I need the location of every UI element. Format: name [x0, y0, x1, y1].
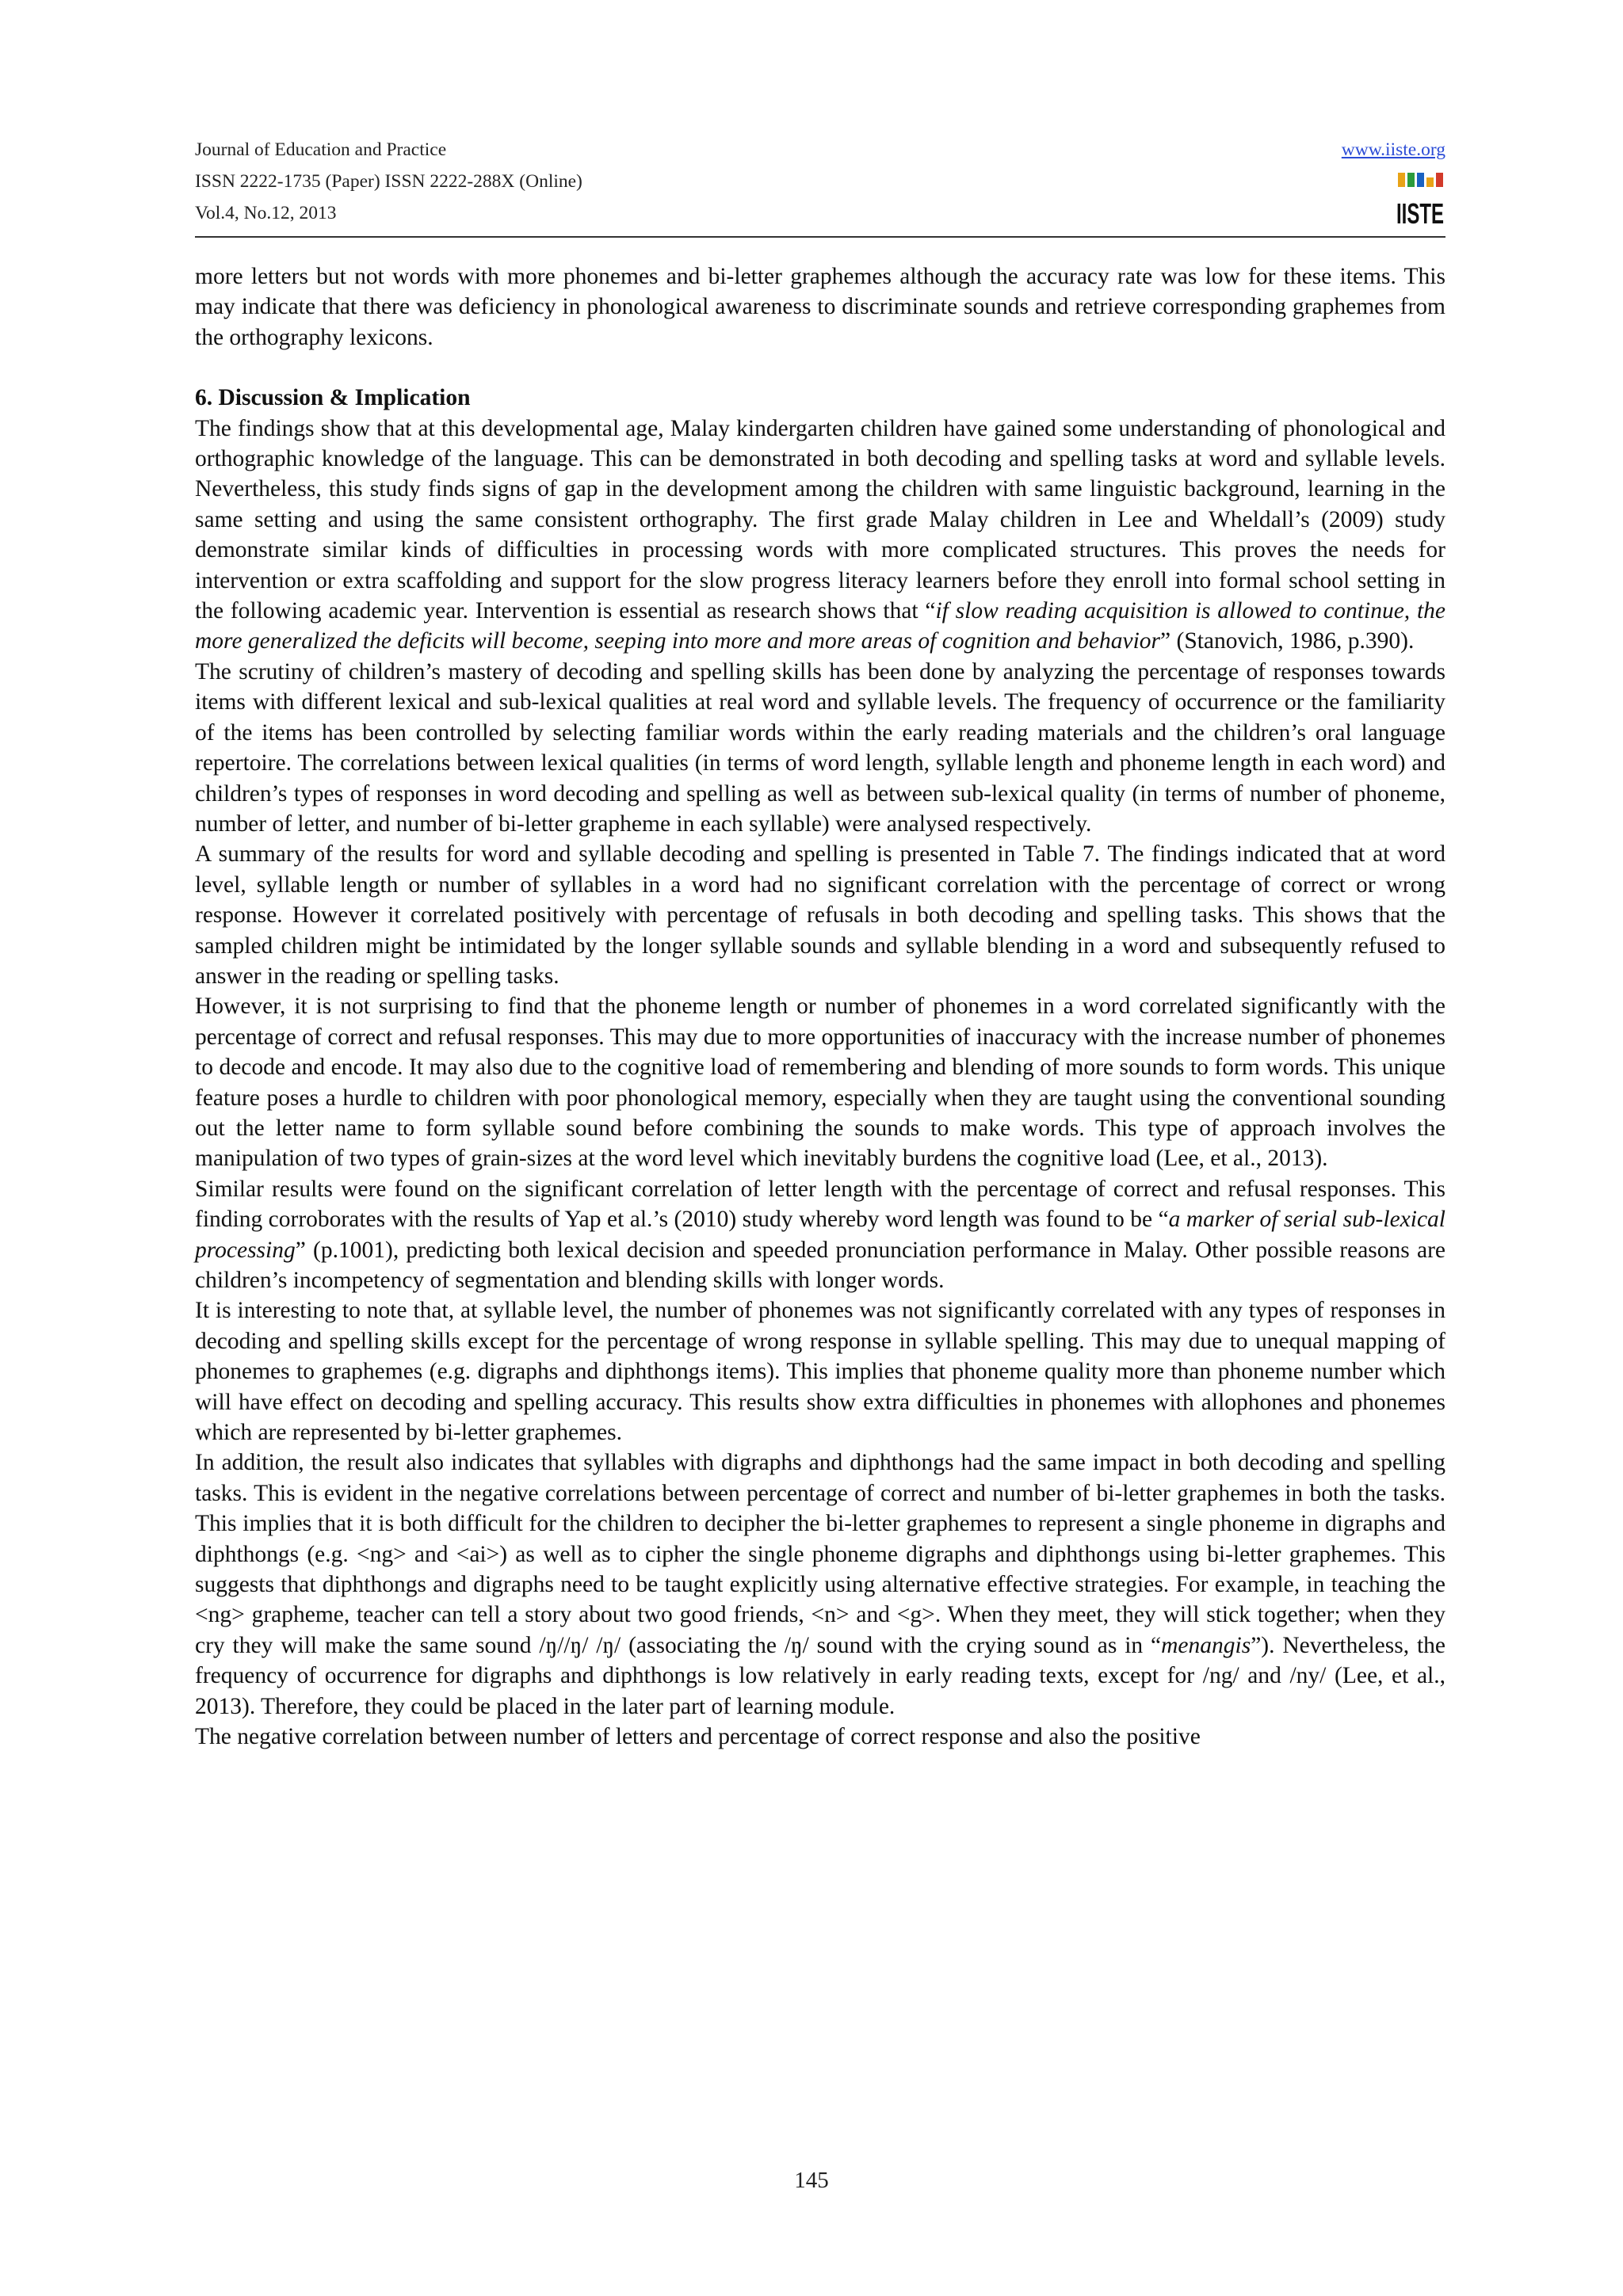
- svg-text:IISTE: IISTE: [1396, 197, 1444, 230]
- paragraph-1-text-b: ” (Stanovich, 1986, p.390).: [1160, 628, 1415, 654]
- journal-issn: ISSN 2222-1735 (Paper) ISSN 2222-288X (Online): [195, 171, 582, 192]
- paragraph-8: The negative correlation between number of letters and percentage of correct response and also the positive: [195, 1724, 1201, 1750]
- paragraph-5: [195, 1174, 1445, 1296]
- journal-volume: Vol.4, No.12, 2013: [195, 203, 337, 223]
- journal-url-link[interactable]: www.iiste.org: [1341, 139, 1445, 160]
- paragraph-5-quote: a marker of serial sub-lexical processing: [195, 1207, 1445, 1263]
- paragraph-7: [195, 1447, 1445, 1722]
- paragraph-1: [195, 414, 1445, 657]
- paragraph-1-quote: if slow reading acquisition is allowed to continue, the more generalized the deficits will become, seeping into more and more areas of cognition and behavior: [195, 598, 1445, 654]
- paragraph-7-quote: menangis: [1161, 1632, 1251, 1658]
- page-header: [195, 136, 1445, 239]
- paragraph-4: However, it is not surprising to find that the phoneme length or number of phonemes in a word correlated significantly with the percentage of correct and refusal responses. This may due to more opportunities of inaccuracy with the increase number of phonemes to decode and encode. It may also due to the cognitive load of remembering and blending of more sounds to form words. This unique feature poses a hurdle to children with poor phonological memory, especially when they are taught using the conventional sounding out the letter name to form syllable sound before combining the sounds to make words. This type of approach involves the manipulation of two types of grain-sizes at the word level which inevitably burdens the cognitive load (Lee, et al., 2013).: [195, 994, 1445, 1172]
- paragraph-6: It is interesting to note that, at syllable level, the number of phonemes was not significantly correlated with any types of responses in decoding and spelling skills except for the percentage of wrong response in syllable spelling. This may due to unequal mapping of phonemes to graphemes (e.g. digraphs and diphthongs items). This implies that phoneme quality more than phoneme number which will have effect on decoding and spelling accuracy. This results show extra difficulties in phonemes with allophones and phonemes which are represented by bi-letter graphemes.: [195, 1298, 1445, 1446]
- paragraph-3: A summary of the results for word and syllable decoding and spelling is presented in Table 7. The findings indicated that at word level, syllable length or number of syllables in a word had no significant correlation with the percentage of correct or wrong response. However it correlated positively with percentage of refusals in both decoding and spelling tasks. This shows that the sampled children might be intimidated by the longer syllable sounds and syllable blending in a word and subsequently refused to answer in the reading or spelling tasks.: [195, 841, 1445, 989]
- paragraph-1-text-a: The findings show that at this developmental age, Malay kindergarten children have gained some understanding of phonological and orthographic knowledge of the language. This can be demonstrated in both decoding and spelling tasks at word and syllable levels. Nevertheless, this study finds signs of gap in the development among the children with same linguistic background, learning in the same setting and using the same consistent orthography. The first grade Malay children in Lee and Wheldall’s (2009) study demonstrate similar kinds of difficulties in processing words with more complicated structures. This proves the needs for intervention or extra scaffolding and support for the slow progress literacy learners before they enroll into formal school setting in the following academic year. Intervention is essential as research shows that “: [195, 415, 1445, 624]
- header-divider: [195, 236, 1445, 238]
- paragraph-7-text-a: In addition, the result also indicates that syllables with digraphs and diphthongs had the same impact in both decoding and spelling tasks. This is evident in the negative correlations between percentage of correct and number of bi-letter graphemes in both the tasks. This implies that it is both difficult for the children to decipher the bi-letter graphemes to represent a single phoneme in digraphs and diphthongs (e.g. <ng> and <ai>) as well as to cipher the single phoneme digraphs and diphthongs using bi-letter graphemes. This suggests that diphthongs and digraphs need to be taught explicitly using alternative effective strategies. For example, in teaching the <ng> grapheme, teacher can tell a story about two good friends, <n> and <g>. When they meet, they will stick together; when they cry they will make the same sound /ŋ//ŋ/ /ŋ/ (associating the /ŋ/ sound with the crying sound as in “: [195, 1450, 1445, 1658]
- article-body: [195, 261, 1445, 1753]
- page-number: 145: [794, 2168, 829, 2193]
- journal-title: Journal of Education and Practice: [195, 139, 447, 160]
- paragraph-5-text-b: ” (p.1001), predicting both lexical decision and speeded pronunciation performance in Malay. Other possible reasons are children’s incompetency of segmentation and blending skills with longer words.: [195, 1237, 1445, 1293]
- paragraph-gap: [195, 353, 1445, 383]
- paragraph-7-text-b: ”). Nevertheless, the frequency of occurrence for digraphs and diphthongs is low relatively in early reading texts, except for /ng/ and /ny/ (Lee, et al., 2013). Therefore, they could be placed in the later part of learning module.: [195, 1632, 1445, 1719]
- paragraph-intro: more letters but not words with more phonemes and bi-letter graphemes although the accuracy rate was low for these items. This may indicate that there was deficiency in phonological awareness to discriminate sounds and retrieve corresponding graphemes from the orthography lexicons.: [195, 264, 1445, 350]
- section-heading: 6. Discussion & Implication: [195, 385, 471, 411]
- paragraph-2: The scrutiny of children’s mastery of decoding and spelling skills has been done by analyzing the percentage of responses towards items with different lexical and sub-lexical qualities at real word and syllable levels. The frequency of occurrence or the familiarity of the items has been controlled by selecting familiar words within the early reading materials and the children’s oral language repertoire. The correlations between lexical qualities (in terms of word length, syllable length and phoneme length in each word) and children’s types of responses in word decoding and spelling as well as between sub-lexical quality (in terms of number of phoneme, number of letter, and number of bi-letter grapheme in each syllable) were analysed respectively.: [195, 658, 1445, 837]
- paragraph-5-text-a: Similar results were found on the significant correlation of letter length with the percentage of correct and refusal responses. This finding corroborates with the results of Yap et al.’s (2010) study whereby word length was found to be “: [195, 1176, 1445, 1233]
- iiste-logo-icon: [1395, 171, 1445, 230]
